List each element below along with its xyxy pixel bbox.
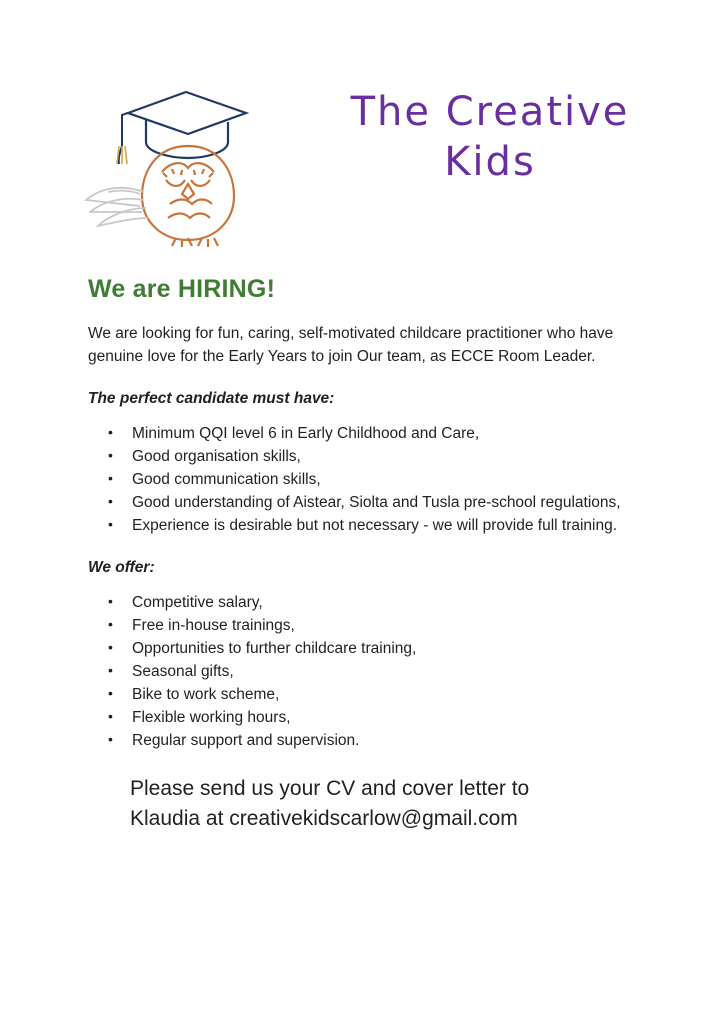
list-item: • Regular support and supervision. [102, 729, 648, 752]
list-item: • Experience is desirable but not necessary - we will provide full training. [102, 514, 648, 537]
list-item: • Good understanding of Aistear, Siolta and Tusla pre-school regulations, [102, 491, 648, 514]
page-title: We are HIRING! [88, 275, 276, 303]
poster-header [0, 70, 728, 255]
list-item: • Opportunities to further childcare training, [102, 637, 648, 660]
owl-graduate-icon [78, 80, 293, 250]
list-item: • Minimum QQI level 6 in Early Childhood and Care, [102, 422, 648, 445]
call-to-action [88, 774, 648, 834]
requirements-list [88, 422, 648, 537]
offer-list [88, 591, 648, 752]
list-item: • Seasonal gifts, [102, 660, 648, 683]
list-item: • Free in-house trainings, [102, 614, 648, 637]
brand-line-1: The Creative [350, 89, 630, 135]
requirements-title: The perfect candidate must have: [88, 390, 335, 407]
brand-line-2: Kids [444, 139, 536, 185]
list-item: • Good communication skills, [102, 468, 648, 491]
list-item: • Flexible working hours, [102, 706, 648, 729]
offer-title: We offer: [88, 559, 155, 576]
list-item: • Competitive salary, [102, 591, 648, 614]
list-item: • Good organisation skills, [102, 445, 648, 468]
brand-wordmark [300, 88, 680, 186]
cta-line-2: Klaudia at creativekidscarlow@gmail.com [130, 807, 518, 830]
poster-content [88, 275, 648, 834]
cta-line-1: Please send us your CV and cover letter to [130, 777, 530, 800]
intro-paragraph: We are looking for fun, caring, self-motivated childcare practitioner who have genuine love for the Early Years to join Our team, as ECCE Room Leader. [88, 325, 614, 365]
list-item: • Bike to work scheme, [102, 683, 648, 706]
